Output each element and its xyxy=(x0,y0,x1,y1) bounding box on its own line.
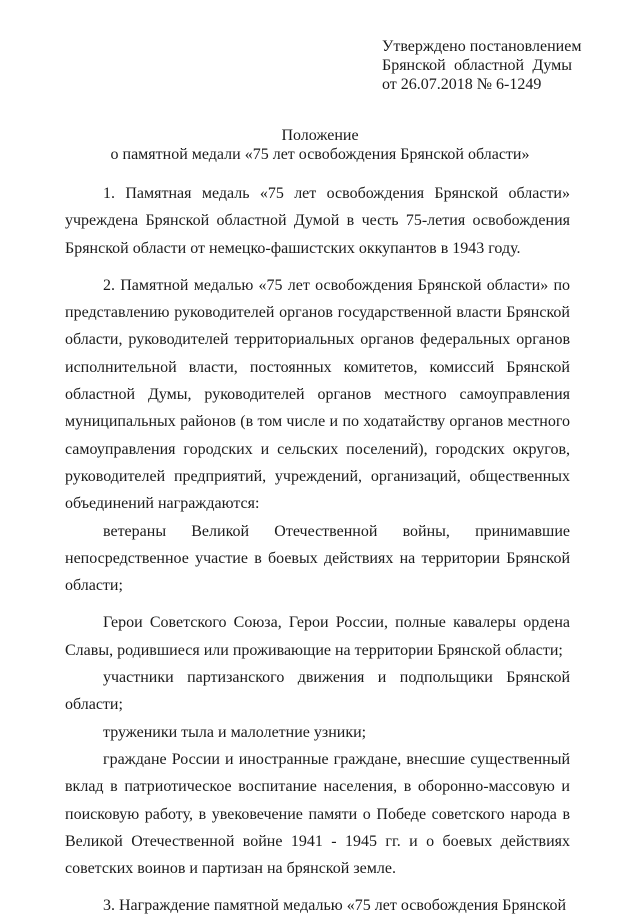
list-item-home-front: труженики тыла и малолетние узники; xyxy=(103,723,367,741)
list-item-veterans: ветераны Великой Отечественной войны, принимавшие непосредственное участие в боевых действиях на территории Брянской области; xyxy=(65,522,570,595)
list-item-citizens: граждане России и иностранные граждане, внесшие существенный вклад в патриотическое воспитание населения, в оборонно-массовую и поисковую работу, в увековечение памяти о Победе советского народа в Великой Отечественной войне 1941 - 1945 гг. и о боевых действиях советских воинов и партизан на брянской земле. xyxy=(65,750,570,878)
approval-stamp xyxy=(382,37,582,94)
list-item-partisans: участники партизанского движения и подпольщики Брянской области; xyxy=(65,669,570,714)
paragraph-2: 2. Памятной медалью «75 лет освобождения Брянской области» по представлению руководителей органов государственной власти Брянской области, руководителей территориальных органов федеральных органов исполнительной власти, постоянных комитетов, комиссий Брянской областной Думы, руководителей органов местного самоуправления муниципальных районов (в том числе и по ходатайству органов местного самоуправления городских и сельских поселений), городских округов, руководителей предприятий, учреждений, организаций, общественных объединений награждаются: xyxy=(65,276,570,513)
paragraph-1: 1. Памятная медаль «75 лет освобождения Брянской области» учреждена Брянской областной Думой в честь 75-летия освобождения Брянской области от немецко-фашистских оккупантов в 1943 году. xyxy=(65,185,570,257)
document-title: Положение xyxy=(281,127,359,144)
approval-line-1: Утверждено постановлением xyxy=(382,38,582,55)
document-body xyxy=(65,180,570,920)
document-subtitle: о памятной медали «75 лет освобождения Брянской области» xyxy=(110,146,530,163)
approval-line-3: от 26.07.2018 № 6-1249 xyxy=(382,76,542,93)
approval-line-2: Брянской областной Думы xyxy=(382,57,572,74)
list-item-heroes: Герои Советского Союза, Герои России, полные кавалеры ордена Славы, родившиеся или проживающие на территории Брянской области; xyxy=(65,614,570,659)
paragraph-3: 3. Награждение памятной медалью «75 лет освобождения Брянской xyxy=(103,897,567,915)
